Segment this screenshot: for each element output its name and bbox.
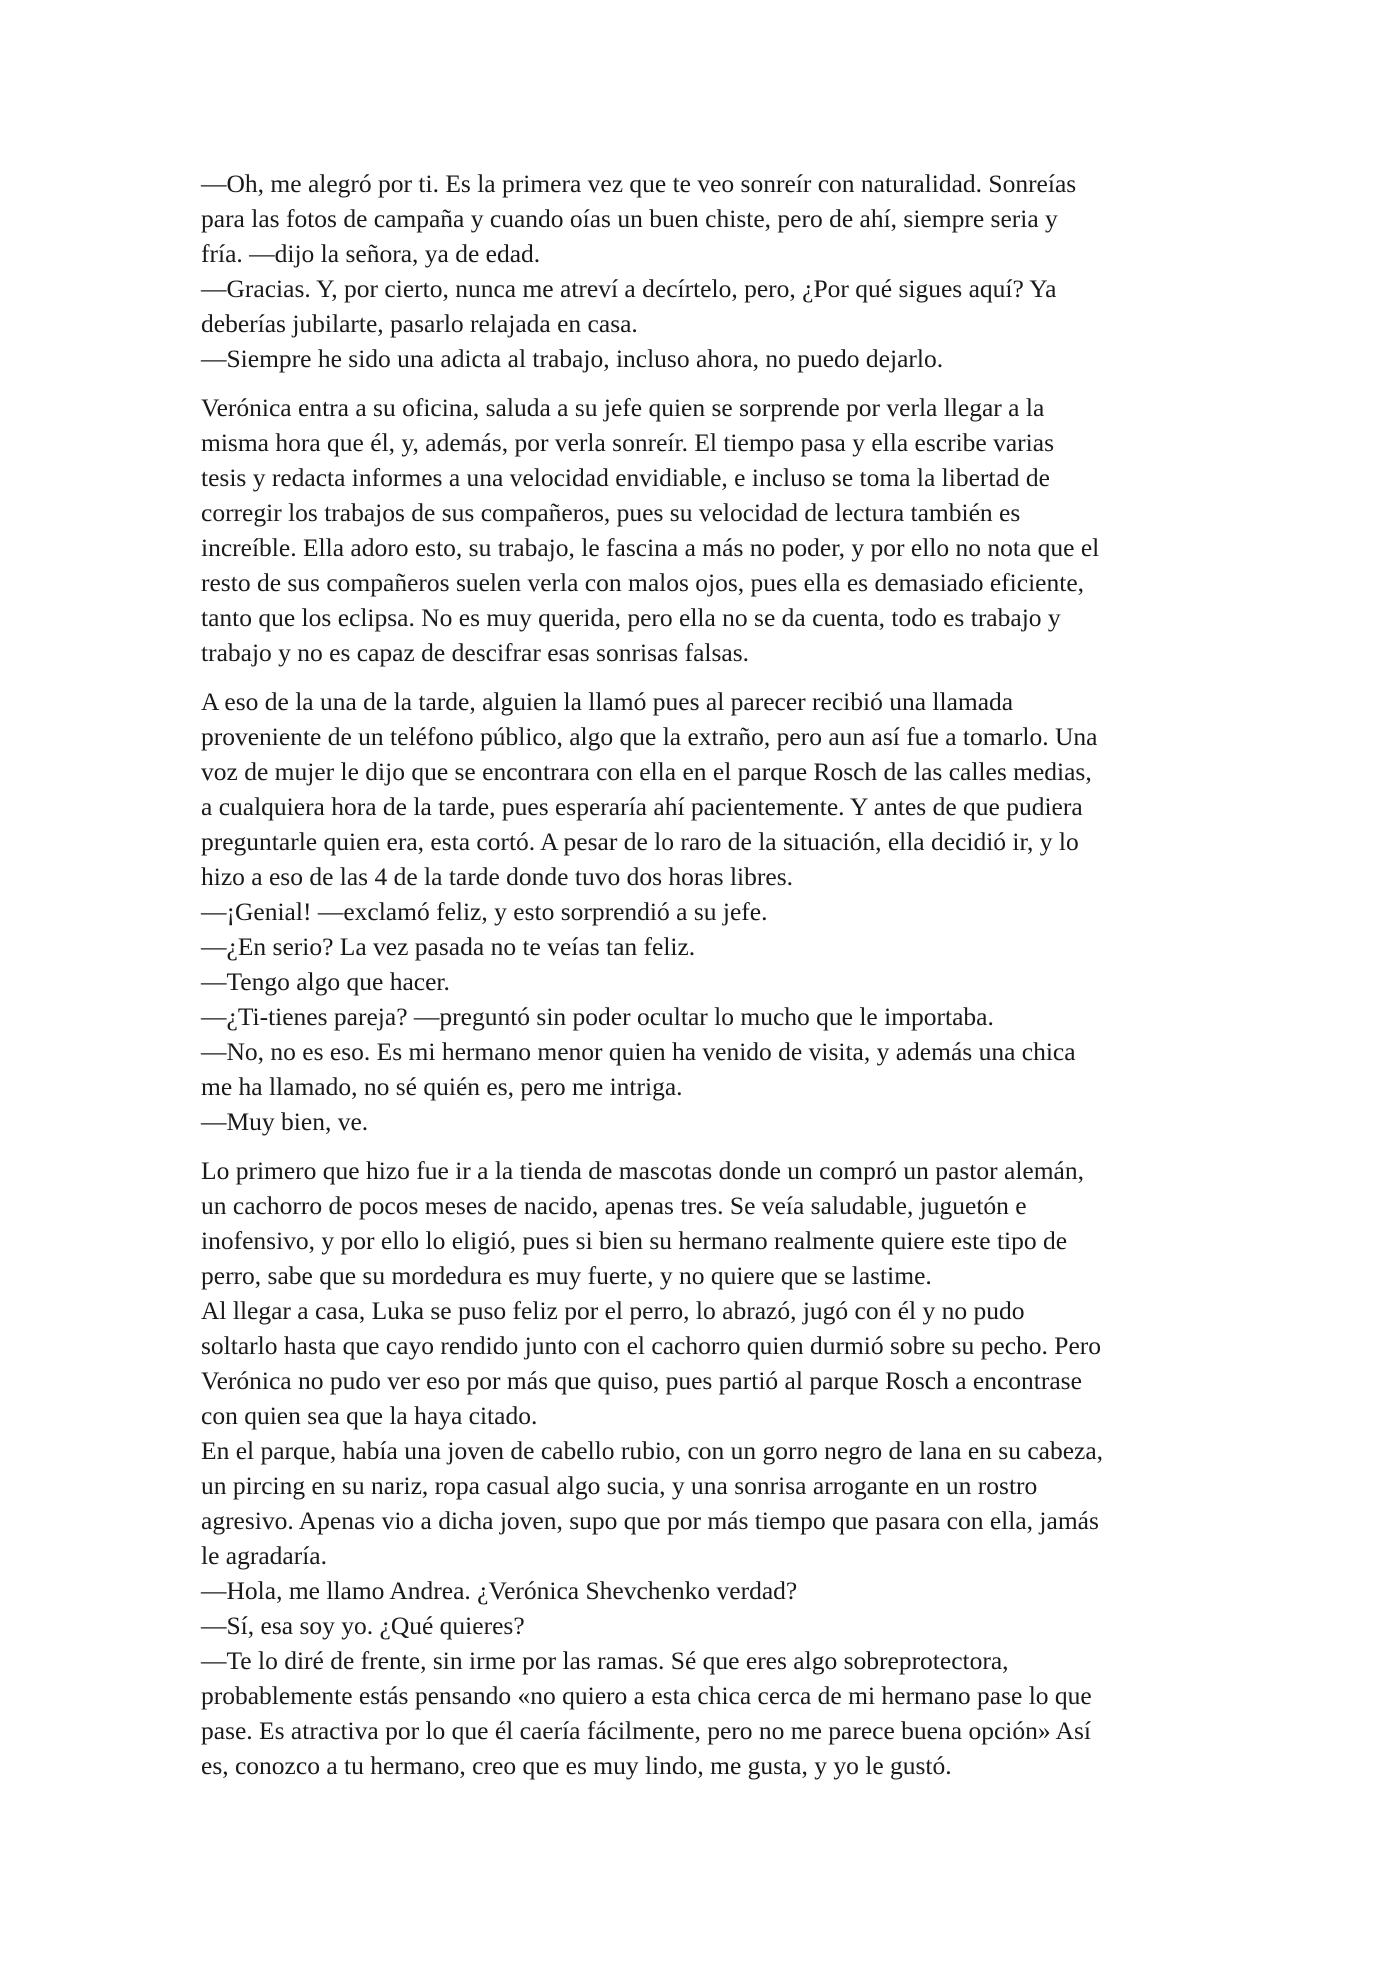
- text-line: a cualquiera hora de la tarde, pues esperaría ahí pacientemente. Y antes de que pudiera: [201, 792, 1083, 821]
- text-line: —Sí, esa soy yo. ¿Qué quieres?: [201, 1611, 525, 1640]
- text-line: —Tengo algo que hacer.: [201, 967, 450, 996]
- text-line: Verónica no pudo ver eso por más que quiso, pues partió al parque Rosch a encontrase: [201, 1366, 1082, 1395]
- text-line: es, conozco a tu hermano, creo que es muy lindo, me gusta, y yo le gustó.: [201, 1751, 952, 1780]
- text-line: —No, no es eso. Es mi hermano menor quien ha venido de visita, y además una chica: [201, 1037, 1076, 1066]
- text-line: corregir los trabajos de sus compañeros, pues su velocidad de lectura también es: [201, 498, 1021, 527]
- text-line: para las fotos de campaña y cuando oías un buen chiste, pero de ahí, siempre seria y: [201, 204, 1058, 233]
- text-line: un pircing en su nariz, ropa casual algo sucia, y una sonrisa arrogante en un rostro: [201, 1471, 1038, 1500]
- text-line: voz de mujer le dijo que se encontrara con ella en el parque Rosch de las calles medias,: [201, 757, 1092, 786]
- text-line: deberías jubilarte, pasarlo relajada en casa.: [201, 309, 638, 338]
- text-line: —¡Genial! —exclamó feliz, y esto sorprendió a su jefe.: [201, 897, 768, 926]
- text-line: A eso de la una de la tarde, alguien la llamó pues al parecer recibió una llamada: [201, 687, 1014, 716]
- text-line: con quien sea que la haya citado.: [201, 1401, 538, 1430]
- text-line: misma hora que él, y, además, por verla sonreír. El tiempo pasa y ella escribe varias: [201, 428, 1055, 457]
- text-line: increíble. Ella adoro esto, su trabajo, le fascina a más no poder, y por ello no nota que el: [201, 533, 1100, 562]
- text-line: fría. —dijo la señora, ya de edad.: [201, 239, 541, 268]
- text-line: —Siempre he sido una adicta al trabajo, incluso ahora, no puedo dejarlo.: [201, 344, 944, 373]
- text-line: probablemente estás pensando «no quiero a esta chica cerca de mi hermano pase lo que: [201, 1681, 1092, 1710]
- text-line: agresivo. Apenas vio a dicha joven, supo que por más tiempo que pasara con ella, jamás: [201, 1506, 1099, 1535]
- paragraph-phone-call: [201, 684, 1201, 1139]
- text-line: Verónica entra a su oficina, saluda a su jefe quien se sorprende por verla llegar a la: [201, 393, 1045, 422]
- text-line: perro, sabe que su mordedura es muy fuerte, y no quiere que se lastime.: [201, 1261, 932, 1290]
- paragraph-dialogue-1: [201, 166, 1201, 376]
- text-line: —Hola, me llamo Andrea. ¿Verónica Shevchenko verdad?: [201, 1576, 798, 1605]
- text-line: —Gracias. Y, por cierto, nunca me atreví a decírtelo, pero, ¿Por qué sigues aquí? Ya: [201, 274, 1057, 303]
- text-line: En el parque, había una joven de cabello rubio, con un gorro negro de lana en su cabeza,: [201, 1436, 1104, 1465]
- text-line: Lo primero que hizo fue ir a la tienda de mascotas donde un compró un pastor alemán,: [201, 1156, 1084, 1185]
- text-line: —¿Ti-tienes pareja? —preguntó sin poder ocultar lo mucho que le importaba.: [201, 1002, 994, 1031]
- text-line: inofensivo, y por ello lo eligió, pues si bien su hermano realmente quiere este tipo de: [201, 1226, 1068, 1255]
- body-text: [201, 166, 1201, 1797]
- text-line: preguntarle quien era, esta cortó. A pesar de lo raro de la situación, ella decidió ir, y lo: [201, 827, 1079, 856]
- text-line: hizo a eso de las 4 de la tarde donde tuvo dos horas libres.: [201, 862, 794, 891]
- text-line: proveniente de un teléfono público, algo que la extraño, pero aun así fue a tomarlo. Una: [201, 722, 1098, 751]
- text-line: le agradaría.: [201, 1541, 327, 1570]
- text-line: —Oh, me alegró por ti. Es la primera vez que te veo sonreír con naturalidad. Sonreías: [201, 169, 1077, 198]
- text-line: tanto que los eclipsa. No es muy querida, pero ella no se da cuenta, todo es trabajo y: [201, 603, 1061, 632]
- paragraph-park: [201, 1153, 1201, 1783]
- text-line: tesis y redacta informes a una velocidad envidiable, e incluso se toma la libertad de: [201, 463, 1050, 492]
- text-line: me ha llamado, no sé quién es, pero me intriga.: [201, 1072, 683, 1101]
- text-line: un cachorro de pocos meses de nacido, apenas tres. Se veía saludable, juguetón e: [201, 1191, 1027, 1220]
- text-line: pase. Es atractiva por lo que él caería fácilmente, pero no me parece buena opción» Así: [201, 1716, 1091, 1745]
- text-line: resto de sus compañeros suelen verla con malos ojos, pues ella es demasiado eficiente,: [201, 568, 1085, 597]
- text-line: Al llegar a casa, Luka se puso feliz por el perro, lo abrazó, jugó con él y no pudo: [201, 1296, 1025, 1325]
- text-line: soltarlo hasta que cayo rendido junto con el cachorro quien durmió sobre su pecho. Pero: [201, 1331, 1102, 1360]
- paragraph-office: [201, 390, 1201, 670]
- text-line: —Muy bien, ve.: [201, 1107, 369, 1136]
- text-line: —Te lo diré de frente, sin irme por las ramas. Sé que eres algo sobreprotectora,: [201, 1646, 1009, 1675]
- text-line: —¿En serio? La vez pasada no te veías tan feliz.: [201, 932, 696, 961]
- text-line: trabajo y no es capaz de descifrar esas sonrisas falsas.: [201, 638, 750, 667]
